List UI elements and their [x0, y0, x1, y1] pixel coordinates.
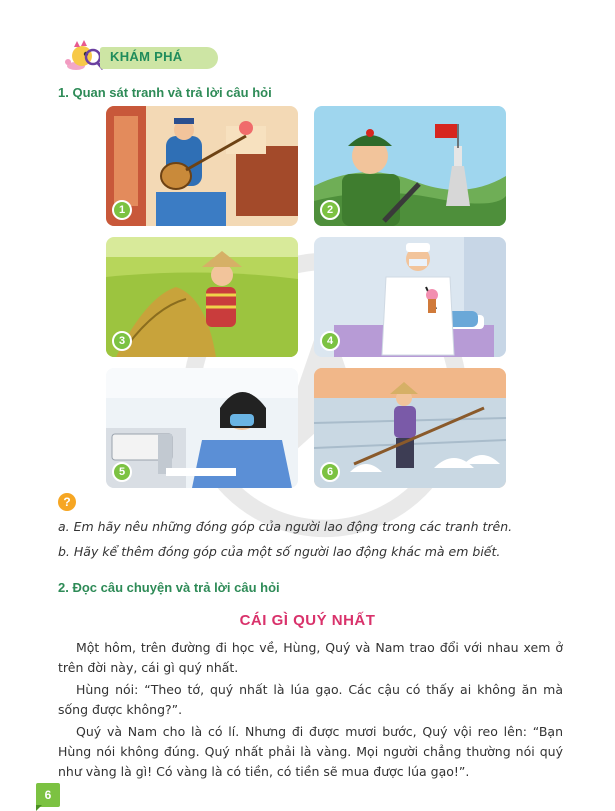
badge-label: KHÁM PHÁ	[110, 49, 183, 64]
picture-number: 3	[112, 331, 132, 351]
picture-2-soldier	[314, 106, 506, 226]
picture-5-garment-worker	[106, 368, 298, 488]
story-paragraph: Một hôm, trên đường đi học về, Hùng, Quý và Nam trao đổi với nhau xem ở trên đời này, cái gì quý nhất.	[58, 640, 563, 675]
question-a: a. Em hãy nêu những đóng góp của người lao động trong các tranh trên.	[58, 519, 513, 534]
picture-number: 6	[320, 462, 340, 482]
page-tab-decoration	[36, 805, 42, 811]
story-paragraph: Quý và Nam cho là có lí. Nhưng đi được mươi bước, Quý vội reo lên: “Bạn Hùng nói không đúng. Quý nhất phải là vàng. Mọi người chẳng thường nói quý như vàng là gì! Có vàng là có tiền, có tiền sẽ mua được lúa gạo!”.	[58, 724, 563, 779]
picture-4-doctor	[314, 237, 506, 357]
question-b: b. Hãy kể thêm đóng góp của một số người lao động khác mà em biết.	[58, 544, 501, 559]
picture-number: 4	[320, 331, 340, 351]
section2-heading: 2. Đọc câu chuyện và trả lời câu hỏi	[58, 580, 280, 595]
kham-pha-badge	[62, 40, 220, 74]
picture-number: 1	[112, 200, 132, 220]
page-number: 6	[36, 783, 60, 807]
picture-number: 2	[320, 200, 340, 220]
story-paragraph: Hùng nói: “Theo tớ, quý nhất là lúa gạo. Các cậu có thấy ai không ăn mà sống được không?”.	[58, 682, 563, 717]
question-icon: ?	[58, 493, 76, 511]
picture-6-salt-farmer	[314, 368, 506, 488]
picture-3-farmer	[106, 237, 298, 357]
story-title: CÁI GÌ QUÝ NHẤT	[239, 612, 376, 629]
section1-heading: 1. Quan sát tranh và trả lời câu hỏi	[58, 85, 272, 100]
picture-1-musician	[106, 106, 298, 226]
picture-number: 5	[112, 462, 132, 482]
